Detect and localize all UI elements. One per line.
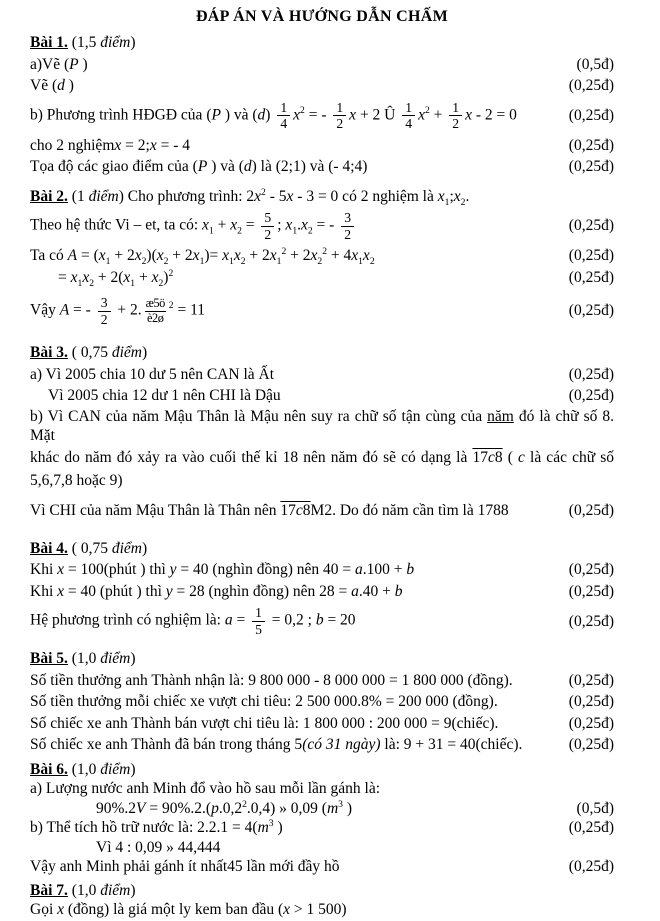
points-value: (0,25đ)	[568, 693, 614, 711]
fraction: $\frac{1}{5}$	[252, 605, 265, 637]
points-value: (0,25đ)	[568, 387, 614, 405]
document-line	[30, 581, 614, 603]
line-text: Vậy A = - $\frac{3}{2}$ + 2. $\frac{æ5ö}{è2ø}$ $^2$ = 11	[30, 295, 206, 327]
document-line	[30, 857, 614, 877]
line-text: Vì CHI của năm Mậu Thân là Thân nên $17\overline{c}8M2$. Do đó năm cần tìm là 1788	[30, 502, 509, 520]
points-value: (0,25đ)	[568, 106, 614, 124]
document-line	[30, 364, 614, 386]
line-text: khác do năm đó xảy ra vào cuối thế kỉ 18 nên năm đó sẽ có dạng là $17\overline{c}8$ ( c là các chữ số	[30, 449, 614, 467]
document-line	[30, 691, 614, 713]
points-value: (0,25đ)	[568, 671, 614, 689]
document-line	[30, 445, 614, 470]
document-line	[30, 385, 614, 407]
fraction: $\frac{1}{2}$	[333, 100, 346, 132]
points-value: (0,25đ)	[568, 77, 614, 95]
fraction: $\frac{1}{2}$	[449, 100, 462, 132]
line-text: Vì 4 : 0,09 » 44,444	[96, 838, 221, 856]
line-text: Bài 6. (1,0 điểm)	[30, 760, 136, 778]
line-text: Số chiếc xe anh Thành bán vượt chi tiêu là: 1 800 000 : 200 000 = 9(chiếc).	[30, 714, 499, 732]
document-line	[30, 407, 614, 446]
line-text: 5,6,7,8 hoặc 9)	[30, 472, 123, 490]
points-value: (0,5đ)	[576, 799, 614, 817]
fraction: $\frac{5}{2}$	[261, 210, 274, 242]
points-value: (0,25đ)	[568, 217, 614, 235]
document-line	[30, 881, 614, 901]
points-value: (0,25đ)	[568, 502, 614, 520]
document-body	[30, 32, 614, 920]
points-value: (0,25đ)	[568, 136, 614, 154]
document-line	[30, 186, 614, 208]
line-text: Số tiền thưởng mỗi chiếc xe vượt chi tiêu: 2 500 000.8% = 200 000 (đồng).	[30, 693, 498, 711]
line-text: Bài 7. (1,0 điểm)	[30, 881, 136, 899]
document-line	[30, 900, 614, 920]
line-text: b) Phương trình HĐGĐ của (P ) và (d) $\frac{1}{4}$ $x^2$ = - $\frac{1}{2}$ x + 2 Û $\frac{1}{4}$ $x^2$ + $\frac{1}{2}$ x - 2 = 0	[30, 99, 517, 131]
document-line	[30, 602, 614, 640]
line-text: Vậy anh Minh phải gánh ít nhất45 lần mới đầy hồ	[30, 858, 340, 876]
points-value: (0,25đ)	[568, 858, 614, 876]
document-line	[30, 838, 614, 858]
fraction: $\frac{1}{4}$	[402, 100, 415, 132]
fraction: $\frac{1}{4}$	[277, 100, 290, 132]
line-text: $90\%.2V = 90\%.2.(p.0,2^2.0,4)$ » 0,09 ($m^3$ )	[96, 798, 353, 817]
document-line	[30, 779, 614, 799]
document-line	[30, 267, 614, 289]
page-title: ĐÁP ÁN VÀ HƯỚNG DẪN CHẤM	[195, 8, 449, 25]
line-text: Theo hệ thức Vi – et, ta có: $x_1 + x_2$ = $\frac{5}{2}$ ; $x_1.x_2$ = - $\frac{3}{2}$	[30, 210, 357, 242]
line-text: b) Thể tích hồ trữ nước là: $2.2.1 = 4(m^3$ )	[30, 818, 283, 837]
fraction: $\frac{æ5ö}{è2ø}$	[145, 296, 165, 325]
points-value: (0,25đ)	[568, 819, 614, 837]
points-value: (0,25đ)	[568, 268, 614, 286]
document-line	[30, 670, 614, 692]
line-text: Bài 3. ( 0,75 điểm)	[30, 344, 148, 362]
document-line	[30, 713, 614, 735]
line-text: a) Vì 2005 chia 10 dư 5 nên CAN là Ất	[30, 365, 275, 383]
document-line	[30, 760, 614, 780]
document-line	[30, 492, 614, 530]
points-value: (0,5đ)	[576, 55, 614, 73]
document-line	[30, 799, 614, 819]
document-line	[30, 538, 614, 560]
document-line	[30, 97, 614, 135]
line-text: Bài 4. ( 0,75 điểm)	[30, 539, 148, 557]
line-text: Khi x = 100(phút ) thì y = 40 (nghìn đồng) nên 40 = a.100 + b	[30, 561, 415, 579]
points-value: (0,25đ)	[568, 247, 614, 265]
document-line	[30, 32, 614, 54]
line-text: Bài 5. (1,0 điểm)	[30, 650, 136, 668]
line-text: cho 2 nghiệmx = 2;x = - 4	[30, 136, 190, 154]
line-text: = $x_1x_2 + 2(x_1 + x_2)^2$	[58, 267, 174, 289]
line-text: Tọa độ các giao điểm của (P ) và (d) là (2;1) và (- 4;4)	[30, 158, 368, 176]
line-text: Gọi x (đồng) là giá một ly kem ban đầu (x > 1 500)	[30, 901, 347, 919]
document-line	[30, 342, 614, 364]
document-line	[30, 818, 614, 838]
document-line	[30, 135, 614, 157]
document-line	[30, 75, 614, 97]
points-value: (0,25đ)	[568, 365, 614, 383]
points-value: (0,25đ)	[568, 158, 614, 176]
line-text: Vẽ (d )	[30, 77, 74, 95]
line-text: Vì 2005 chia 12 dư 1 nên CHI là Dậu	[48, 387, 281, 405]
document-line	[30, 207, 614, 245]
document-line	[30, 470, 614, 492]
line-text: Ta có $A = (x_1 + 2x_2)(x_2 + 2x_1)= x_1x_2 + 2x_1^2 + 2x_2^2 + 4x_1x_2$	[30, 245, 375, 268]
document-line	[30, 54, 614, 76]
fraction: $\frac{3}{2}$	[98, 295, 111, 327]
document-line	[30, 156, 614, 178]
line-text: a) Lượng nước anh Minh đổ vào hồ sau mỗi lần gánh là:	[30, 780, 381, 798]
document-line	[30, 288, 614, 334]
line-text: Số chiếc xe anh Thành đã bán trong tháng 5(có 31 ngày) là: 9 + 31 = 40(chiếc).	[30, 736, 523, 754]
document-line	[30, 245, 614, 267]
line-text: Số tiền thưởng anh Thành nhận là: 9 800 000 - 8 000 000 = 1 800 000 (đồng).	[30, 671, 513, 689]
points-value: (0,25đ)	[568, 302, 614, 320]
points-value: (0,25đ)	[568, 612, 614, 630]
line-text: a)Vẽ (P )	[30, 55, 88, 73]
line-text: Bài 1. (1,5 điểm)	[30, 34, 136, 52]
document-line	[30, 734, 614, 756]
points-value: (0,25đ)	[568, 561, 614, 579]
line-text: Bài 2. (1 điểm) Cho phương trình: $2x^2 - 5x - 3 = 0$ có 2 nghiệm là $x_1;x_2$.	[30, 186, 470, 208]
fraction: $\frac{3}{2}$	[341, 210, 354, 242]
document-line	[30, 559, 614, 581]
line-text: Hệ phương trình có nghiệm là: a = $\frac{1}{5}$ = 0,2 ; b = 20	[30, 605, 356, 637]
line-text: Khi x = 40 (phút ) thì y = 28 (nghìn đồng) nên 28 = a.40 + b	[30, 582, 403, 600]
points-value: (0,25đ)	[568, 714, 614, 732]
line-text: b) Vì CAN của năm Mậu Thân là Mậu nên suy ra chữ số tận cùng của năm đó là chữ số 8. Mặt	[30, 407, 614, 444]
document-line	[30, 648, 614, 670]
points-value: (0,25đ)	[568, 736, 614, 754]
points-value: (0,25đ)	[568, 582, 614, 600]
